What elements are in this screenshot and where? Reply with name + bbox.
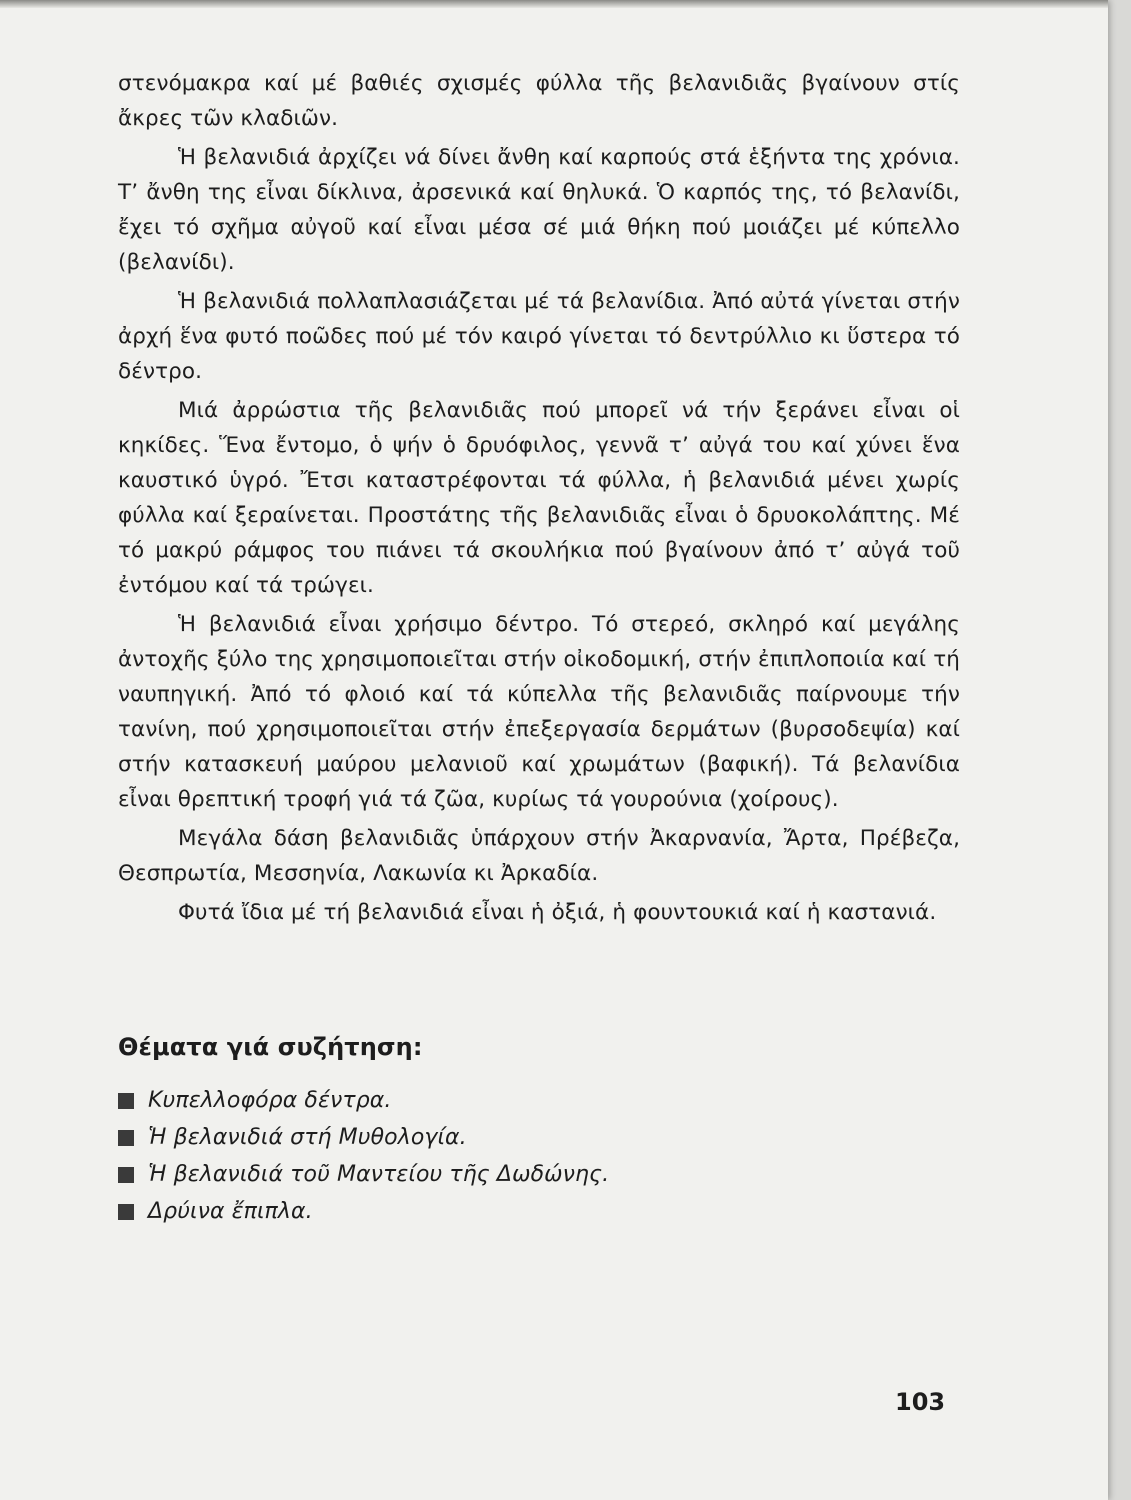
paragraph-disease: Μιά ἀρρώστια τῆς βελανιδιᾶς πού μπορεῖ νά τήν ξεράνει εἶναι οἱ κηκίδες. Ἕνα ἔντομο, ὁ ψήν ὁ δρυόφιλος, γεννᾶ τ’ αὐγά του καί χύνει ἕνα καυστικό ὑγρό. Ἔτσι καταστρέφονται τά φύλλα, ἡ βελανιδιά μένει χωρίς φύλλα καί ξεραίνεται. Προστάτης τῆς βελανιδιᾶς εἶναι ὁ δρυοκολάπτης. Μέ τό μακρύ ράμφος του πιάνει τά σκουλήκια πού βγαίνουν ἀπό τ’ αὐγά τοῦ ἐντόμου καί τά τρώγει.: [118, 398, 960, 598]
list-item: [118, 1082, 960, 1119]
topic-text: Ἡ βελανιδιά στή Μυθολογία.: [148, 1125, 467, 1150]
square-bullet-icon: [118, 1204, 134, 1220]
list-item: [118, 1156, 960, 1193]
paragraph-uses: Ἡ βελανιδιά εἶναι χρήσιμο δέντρο. Τό στερεό, σκληρό καί μεγάλης ἀντοχῆς ξύλο της χρησιμοποιεῖται στήν οἰκοδομική, στήν ἐπιπλοποιία καί τή ναυπηγική. Ἀπό τό φλοιό καί τά κύπελλα τῆς βελανιδιᾶς παίρνουμε τήν τανίνη, πού χρησιμοποιεῖται στήν ἐπεξεργασία δερμάτων (βυρσοδεψία) καί στήν κατασκευή μαύρου μελανιοῦ καί χρωμάτων (βαφική). Τά βελανίδια εἶναι θρεπτική τροφή γιά τά ζῶα, κυρίως τά γουρούνια (χοίρους).: [118, 612, 960, 812]
topic-text: Ἡ βελανιδιά τοῦ Μαντείου τῆς Δωδώνης.: [148, 1162, 610, 1187]
square-bullet-icon: [118, 1130, 134, 1146]
page-top-edge: [0, 0, 1108, 8]
list-item: [118, 1119, 960, 1156]
paragraph-related-trees: Φυτά ἴδια μέ τή βελανιδιά εἶναι ἡ ὀξιά, ἡ φουντουκιά καί ἡ καστανιά.: [178, 900, 937, 925]
topic-text: Δρύινα ἔπιπλα.: [148, 1199, 313, 1224]
discussion-topics: [118, 1082, 960, 1230]
paragraph-continuation: στενόμακρα καί μέ βαθιές σχισμές φύλλα τῆς βελανιδιᾶς βγαίνουν στίς ἄκρες τῶν κλαδιῶν.: [118, 71, 960, 131]
list-item: [118, 1193, 960, 1230]
discussion-heading: Θέματα γιά συζήτηση:: [118, 1033, 423, 1061]
square-bullet-icon: [118, 1093, 134, 1109]
paragraph-propagation: Ἡ βελανιδιά πολλαπλασιάζεται μέ τά βελανίδια. Ἀπό αὐτά γίνεται στήν ἀρχή ἕνα φυτό ποῶδες πού μέ τόν καιρό γίνεται τό δεντρύλλιο κι ὕστερα τό δέντρο.: [118, 289, 960, 384]
page-number: 103: [895, 1388, 946, 1416]
topic-text: Κυπελλοφόρα δέντρα.: [148, 1088, 392, 1113]
square-bullet-icon: [118, 1167, 134, 1183]
paragraph-flowering: Ἡ βελανιδιά ἀρχίζει νά δίνει ἄνθη καί καρπούς στά ἑξήντα της χρόνια. Τ’ ἄνθη της εἶναι δίκλινα, ἀρσενικά καί θηλυκά. Ὁ καρπός της, τό βελανίδι, ἔχει τό σχῆμα αὐγοῦ καί εἶναι μέσα σέ μιά θήκη πού μοιάζει μέ κύπελλο (βελανίδι).: [118, 145, 960, 275]
page-content: [118, 66, 960, 1230]
paragraph-forests: Μεγάλα δάση βελανιδιᾶς ὑπάρχουν στήν Ἀκαρνανία, Ἄρτα, Πρέβεζα, Θεσπρωτία, Μεσσηνία, Λακωνία κι Ἀρκαδία.: [118, 826, 960, 886]
